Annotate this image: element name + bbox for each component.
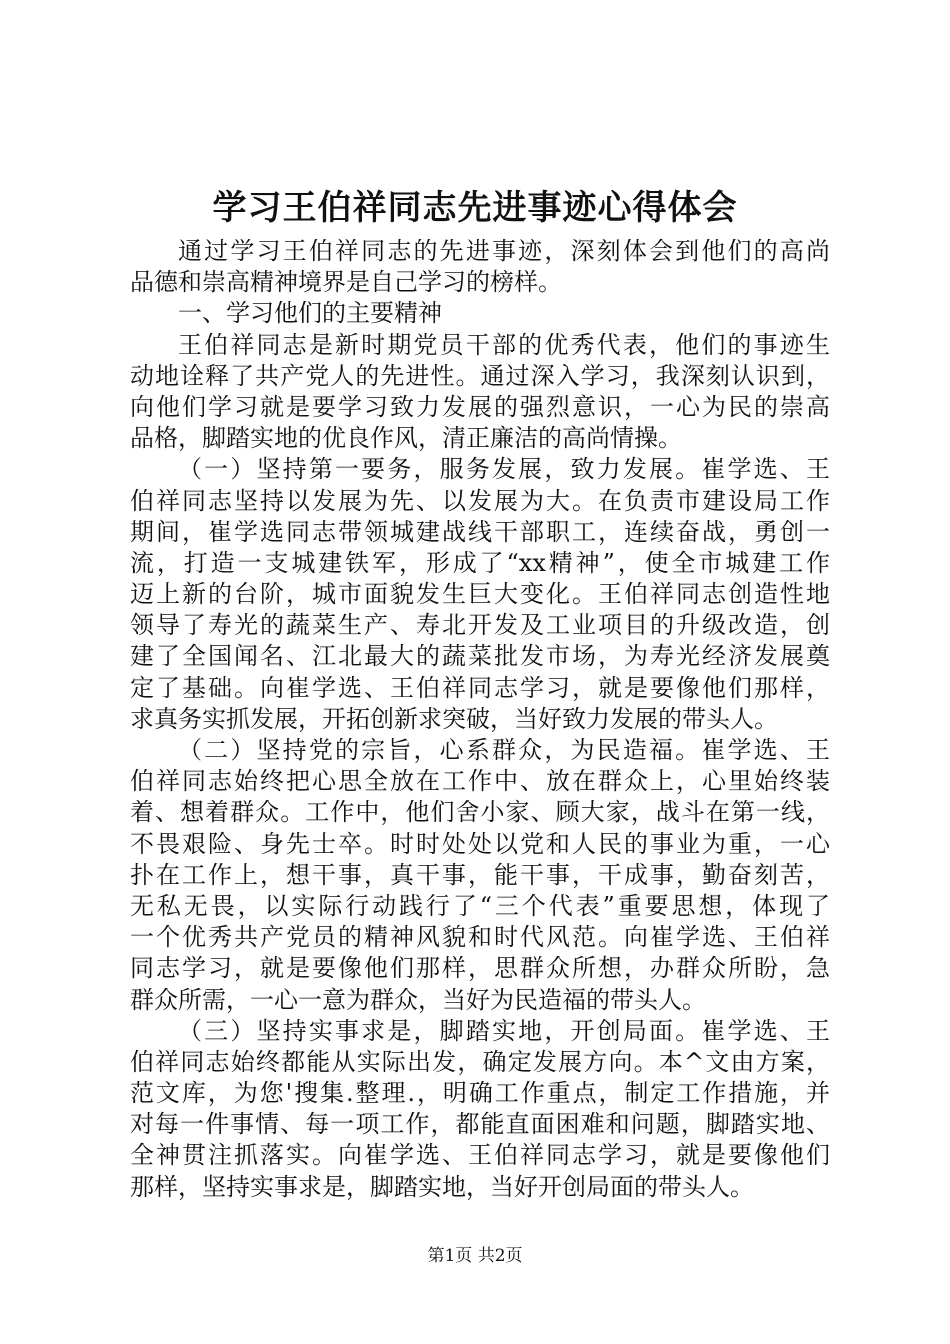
- text-line: 期间，崔学选同志带领城建战线干部职工，连续奋战，勇创一: [130, 517, 830, 546]
- text-line: 建了全国闻名、江北最大的蔬菜批发市场，为寿光经济发展奠: [130, 642, 830, 671]
- text-line: 领导了寿光的蔬菜生产、寿北开发及工业项目的升级改造，创: [130, 611, 830, 640]
- text-line: 着、想着群众。工作中，他们舍小家、顾大家，战斗在第一线，: [130, 798, 830, 827]
- text-line: 全神贯注抓落实。向崔学选、王伯祥同志学习，就是要像他们: [130, 1141, 830, 1170]
- text-line: 对每一件事情、每一项工作，都能直面困难和问题，脚踏实地、: [130, 1110, 830, 1139]
- text-line: 伯祥同志始终都能从实际出发，确定发展方向。本^文由方案，: [130, 1047, 830, 1076]
- text-line: 迈上新的台阶，城市面貌发生巨大变化。王伯祥同志创造性地: [130, 580, 830, 609]
- text-line: 品格，脚踏实地的优良作风，清正廉洁的高尚情操。: [130, 424, 682, 453]
- text-line: 群众所需，一心一意为群众，当好为民造福的带头人。: [130, 985, 706, 1014]
- text-line: （三）坚持实事求是，脚踏实地，开创局面。崔学选、王: [178, 1016, 830, 1045]
- text-line: （二）坚持党的宗旨，心系群众，为民造福。崔学选、王: [178, 736, 830, 764]
- text-line: 扑在工作上，想干事，真干事，能干事，干成事，勤奋刻苦，: [130, 860, 830, 889]
- page-footer: 第1页 共2页: [427, 1246, 523, 1266]
- text-line: 那样，坚持实事求是，脚踏实地，当好开创局面的带头人。: [130, 1172, 754, 1201]
- text-line: 范文库，为您'搜集.整理.，明确工作重点，制定工作措施，并: [130, 1079, 830, 1108]
- document-title: 学习王伯祥同志先进事迹心得体会: [212, 188, 738, 228]
- text-line: （一）坚持第一要务，服务发展，致力发展。崔学选、王: [178, 455, 830, 484]
- text-line: 流，打造一支城建铁军，形成了“xx精神”，使全市城建工作: [130, 548, 830, 577]
- text-line: 一个优秀共产党员的精神风貌和时代风范。向崔学选、王伯祥: [130, 923, 830, 952]
- text-line: 通过学习王伯祥同志的先进事迹，深刻体会到他们的高尚: [178, 237, 830, 265]
- text-line: 伯祥同志坚持以发展为先、以发展为大。在负责市建设局工作: [130, 486, 830, 515]
- text-line: 伯祥同志始终把心思全放在工作中、放在群众上，心里始终装: [130, 767, 830, 796]
- text-line: 求真务实抓发展，开拓创新求突破，当好致力发展的带头人。: [130, 704, 778, 733]
- text-line: 同志学习，就是要像他们那样，思群众所想，办群众所盼，急: [130, 954, 830, 983]
- text-line: 定了基础。向崔学选、王伯祥同志学习，就是要像他们那样，: [130, 673, 830, 702]
- text-line: 王伯祥同志是新时期党员干部的优秀代表，他们的事迹生: [178, 330, 830, 359]
- document-body: [130, 236, 830, 1203]
- text-line: 不畏艰险、身先士卒。时时处处以党和人民的事业为重，一心: [130, 829, 830, 858]
- text-line: 无私无畏，以实际行动践行了“三个代表”重要思想，体现了: [130, 891, 830, 920]
- text-line: 一、学习他们的主要精神: [178, 299, 442, 328]
- text-line: 向他们学习就是要学习致力发展的强烈意识，一心为民的崇高: [130, 392, 830, 421]
- text-line: 品德和崇高精神境界是自己学习的榜样。: [130, 268, 562, 297]
- text-line: 动地诠释了共产党人的先进性。通过深入学习，我深刻认识到，: [130, 361, 830, 390]
